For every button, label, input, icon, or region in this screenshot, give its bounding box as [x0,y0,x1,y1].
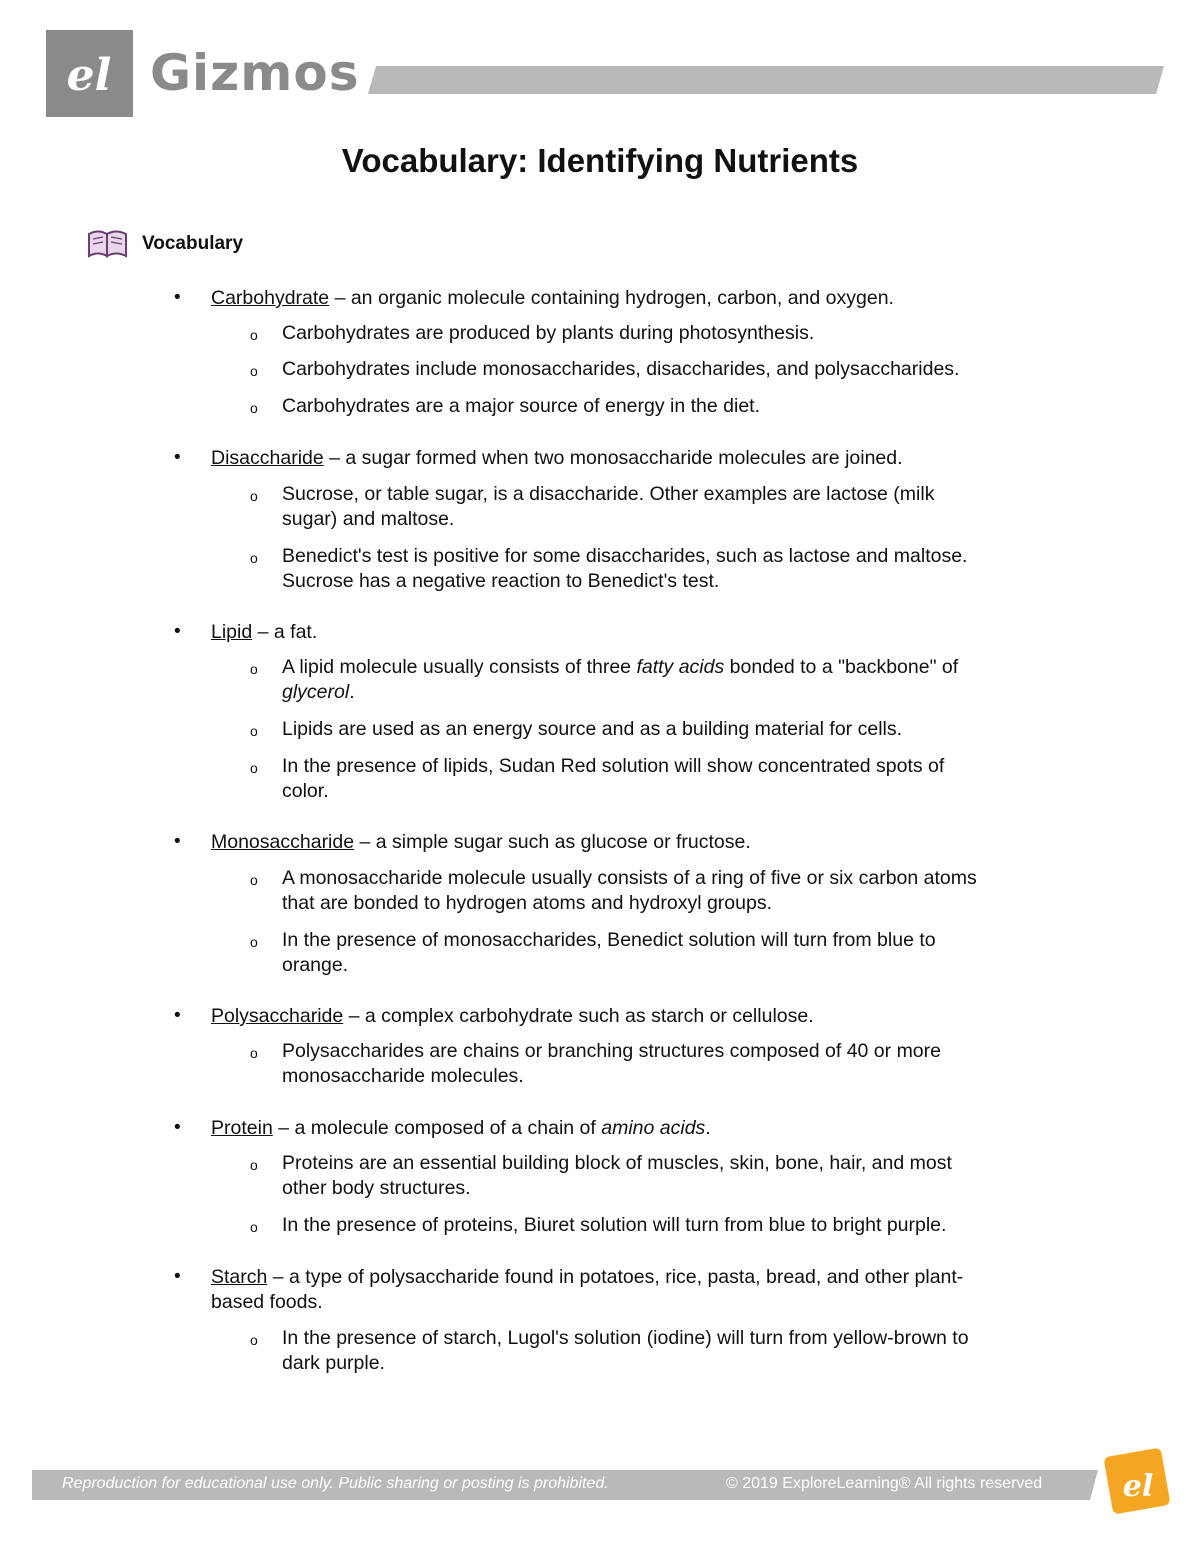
definition: – a fat. [252,621,318,643]
note-text: . [349,681,355,703]
note-line: Carbohydrates are a major source of energy in the diet. [282,395,761,417]
note-line: Sucrose, or table sugar, is a disaccharide. Other examples are lactose (milk [282,483,935,505]
note-line: Carbohydrates are produced by plants during photosynthesis. [282,322,815,344]
bullet-icon: • [174,1005,181,1026]
note-line: In the presence of starch, Lugol's solution (iodine) will turn from yellow-brown to [282,1327,969,1349]
brand-name: Gizmos [150,44,360,102]
list-item [211,1004,814,1028]
note-line: dark purple. [282,1352,385,1374]
section-title: Vocabulary [142,233,244,254]
footer-notice: Reproduction for educational use only. Public sharing or posting is prohibited. [62,1475,609,1492]
sub-bullet-icon: o [250,488,258,504]
note-line: orange. [282,954,349,976]
explorelearning-logo [46,30,133,117]
list-item [211,1265,963,1289]
note-line [282,655,958,679]
note-line: Benedict's test is positive for some disaccharides, such as lactose and maltose. [282,545,968,567]
note-line: sugar) and maltose. [282,508,455,530]
el-logo-icon [46,30,133,117]
sub-bullet-icon: o [250,1045,258,1061]
note-line: A monosaccharide molecule usually consists of a ring of five or six carbon atoms [282,867,977,889]
svg-text:el: el [66,50,112,101]
note-line: color. [282,780,329,802]
note-line: Polysaccharides are chains or branching structures composed of 40 or more [282,1040,941,1062]
bullet-icon: • [174,1266,181,1287]
list-item [211,1116,711,1140]
list-item [211,830,751,854]
sub-bullet-icon: o [250,760,258,776]
note-line: In the presence of lipids, Sudan Red solution will show concentrated spots of [282,755,945,777]
sub-bullet-icon: o [250,934,258,950]
sub-bullet-icon: o [250,661,258,677]
bullet-icon: • [174,831,181,852]
term: Carbohydrate [211,287,330,309]
note-text: A lipid molecule usually consists of three [282,656,637,678]
svg-text:el: el [1122,1469,1154,1504]
note-line: Sucrose has a negative reaction to Benedict's test. [282,570,720,592]
sub-bullet-icon: o [250,1219,258,1235]
note-italic: fatty acids [636,656,725,678]
note-line: Carbohydrates include monosaccharides, disaccharides, and polysaccharides. [282,358,960,380]
list-item [211,286,894,310]
definition-continued: based foods. [211,1291,323,1313]
note-italic: glycerol [282,681,350,703]
footer-copyright: © 2019 ExploreLearning® All rights reserved [726,1475,1043,1492]
sub-bullet-icon: o [250,1332,258,1348]
sub-bullet-icon: o [250,1157,258,1173]
note-text: bonded to a "backbone" of [724,656,959,678]
page-title: Vocabulary: Identifying Nutrients [341,142,859,179]
definition-end: . [705,1117,711,1139]
definition: – a simple sugar such as glucose or fructose. [354,831,751,853]
term: Starch [211,1266,268,1288]
sub-bullet-icon: o [250,327,258,343]
definition-italic: amino acids [601,1117,706,1139]
note-line: other body structures. [282,1177,471,1199]
definition: – a type of polysaccharide found in potatoes, rice, pasta, bread, and other plant- [267,1266,964,1288]
sub-bullet-icon: o [250,723,258,739]
definition: – a molecule composed of a chain of [272,1117,602,1139]
term: Polysaccharide [211,1005,344,1027]
definition: – a complex carbohydrate such as starch or cellulose. [343,1005,814,1027]
note-line: In the presence of monosaccharides, Benedict solution will turn from blue to [282,929,936,951]
list-item [211,620,317,644]
term: Monosaccharide [211,831,355,853]
bullet-icon: • [174,287,181,308]
list-item [211,446,903,470]
term: Disaccharide [211,447,324,469]
term: Protein [211,1117,273,1139]
sub-bullet-icon: o [250,550,258,566]
bullet-icon: • [174,621,181,642]
note-line: Lipids are used as an energy source and as a building material for cells. [282,718,903,740]
corner-el-logo-icon [1098,1446,1174,1522]
note-line: In the presence of proteins, Biuret solution will turn from blue to bright purple. [282,1214,947,1236]
sub-bullet-icon: o [250,872,258,888]
note-line: that are bonded to hydrogen atoms and hydroxyl groups. [282,892,772,914]
book-icon [86,226,130,260]
note-line [282,680,355,704]
bullet-icon: • [174,1117,181,1138]
term: Lipid [211,621,253,643]
bullet-icon: • [174,447,181,468]
header-divider-bar [368,66,1164,94]
page-header [46,30,1176,120]
definition: – a sugar formed when two monosaccharide molecules are joined. [323,447,903,469]
definition: – an organic molecule containing hydrogen, carbon, and oxygen. [329,287,894,309]
note-line: Proteins are an essential building block of muscles, skin, bone, hair, and most [282,1152,952,1174]
sub-bullet-icon: o [250,363,258,379]
sub-bullet-icon: o [250,400,258,416]
note-line: monosaccharide molecules. [282,1065,524,1087]
